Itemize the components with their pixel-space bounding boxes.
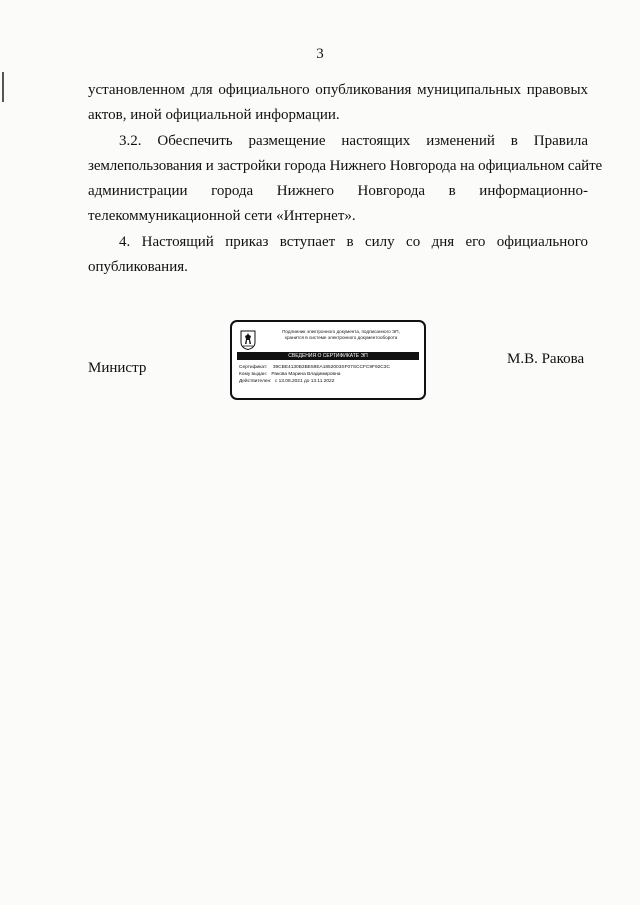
page-number: 3 [316,46,324,62]
word: со [406,234,421,250]
word: информационно- [479,183,588,199]
word: для [190,82,213,98]
paragraph-2-line-3 [88,179,588,204]
word: муниципальных [417,82,521,98]
paragraph-3-line-1 [88,230,588,255]
paragraph-2-line-4: телекоммуникационной сети «Интернет». [88,208,356,224]
stamp-header-line-2: хранится в системе электронного документооборота [284,335,398,340]
word: Настоящий [141,234,214,250]
owner-label: Кому выдан: [239,372,267,377]
paragraph-3-line-2: опубликования. [88,259,188,275]
certificate-label: Сертификат: [239,365,268,370]
word: установленном [88,82,185,98]
paragraph-1 [88,78,588,128]
paragraph-2 [88,129,603,229]
paragraph-1-line-1 [88,78,588,103]
coat-of-arms-icon [240,330,256,350]
e-signature-stamp [230,320,426,400]
stamp-header-line-1: Подлинник электронного документа, подписанного ЭП, [282,329,400,334]
word: Обеспечить [157,133,233,149]
word: настоящих [341,133,411,149]
word: дня [431,234,455,250]
owner-value: Ракова Марина Владимировна [271,372,341,377]
paragraph-2-line-2: землепользования и застройки города Нижнего Новгорода на официальном сайте [88,158,603,174]
word: размещение [248,133,326,149]
word: Нижнего [276,183,334,199]
word: силу [365,234,395,250]
stamp-validity-row [239,379,334,385]
word: правовых [526,82,589,98]
word: вступает [279,234,336,250]
word: Правила [533,133,589,149]
word: официального [496,234,589,250]
word: опубликования [315,82,412,98]
paragraph-1-line-2: актов, иной официальной информации. [88,107,340,123]
validity-label: Действителен: [239,379,272,384]
stamp-header [260,329,422,341]
stamp-certificate-row [239,365,390,371]
word: 3.2. [119,133,142,149]
word: города [211,183,254,199]
word: в [346,234,354,250]
stamp-owner-row [239,372,340,378]
stamp-title-bar: СВЕДЕНИЯ О СЕРТИФИКАТЕ ЭП [237,352,419,360]
certificate-value: 39CBE4130B3BE59EA1852003SF07SCCFC9F92C3C [272,365,390,370]
word: официального [218,82,310,98]
scan-edge-mark [2,72,4,102]
paragraph-3 [88,230,588,280]
word: изменений [426,133,495,149]
word: Новгорода [357,183,426,199]
word: приказ [225,234,269,250]
validity-value: с 13.08.2021 до 13.11.2022 [274,379,335,384]
word: его [465,234,486,250]
word: администрации [88,183,188,199]
word: в [448,183,456,199]
word: в [510,133,518,149]
signer-name: М.В. Ракова [507,351,585,367]
signer-title: Министр [88,360,147,376]
paragraph-2-line-1 [88,129,588,154]
word: 4. [119,234,131,250]
